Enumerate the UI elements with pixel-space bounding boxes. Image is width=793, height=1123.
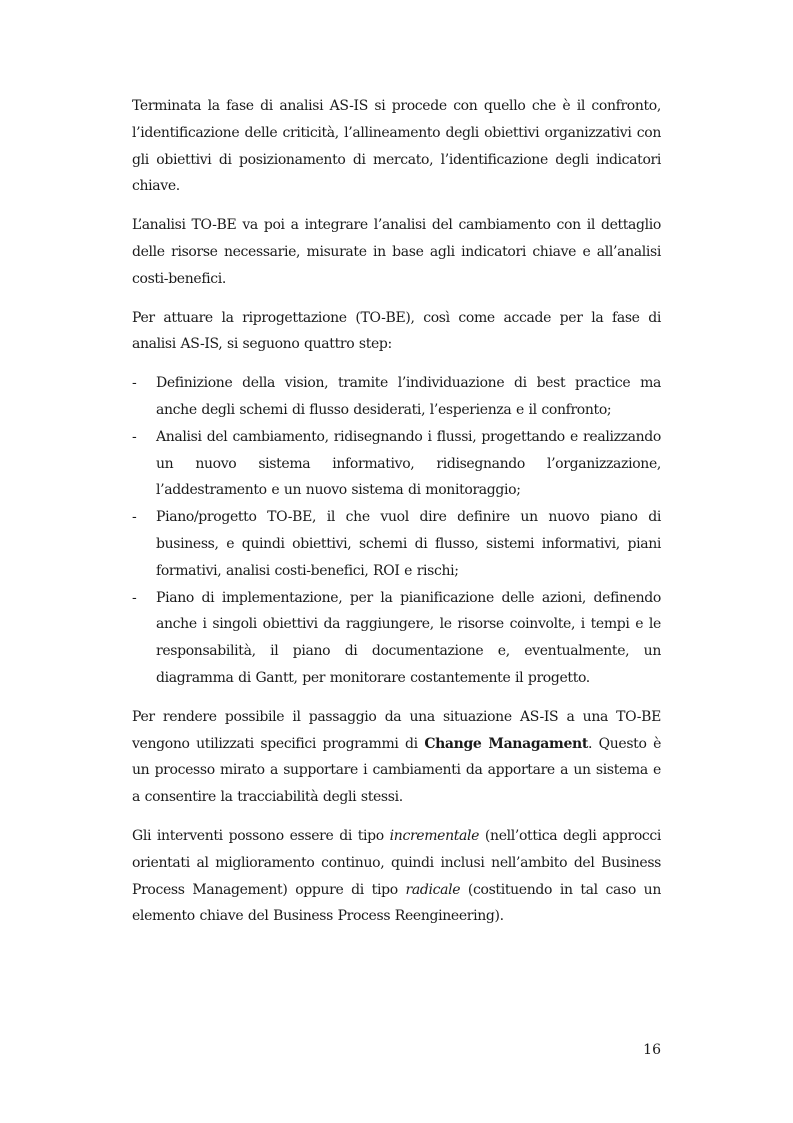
list-item-text: Piano/progetto TO-BE, il che vuol dire definire un nuovo piano di business, e quindi obiettivi, schemi di flusso, sistemi informativi, piani formativi, analisi costi-benefici, ROI e rischi; [156, 509, 661, 579]
list-bullet: - [132, 375, 137, 392]
interventi-text-2: (nell’ottica degli approcci orientati al miglioramento continuo, quindi inclusi nell’ambito del Business Process Management) oppure di tipo [132, 827, 662, 898]
paragraph-change-management [132, 704, 661, 811]
list-item [132, 370, 661, 424]
list-item-text: Piano di implementazione, per la pianificazione delle azioni, definendo anche i singoli obiettivi da raggiungere, le risorse coinvolte, i tempi e le responsabilità, il piano di documentazione e, eventualmente, un diagramma di Gantt, per monitorare costantemente il progetto. [156, 589, 661, 686]
interventi-text-3: (costituendo in tal caso un elemento chiave del Business Process Reengineering). [132, 881, 661, 925]
paragraph-intervention-types [132, 823, 661, 930]
paragraph-redesign-steps-intro: Per attuare la riprogettazione (TO-BE), così come accade per la fase di analisi AS-IS, si seguono quattro step: [132, 309, 661, 353]
paragraph-as-is-analysis: Terminata la fase di analisi AS-IS si procede con quello che è il confronto, l’identificazione delle criticità, l’allineamento degli obiettivi organizzativi con gli obiettivi di posizionamento di mercato, l’identificazione degli indicatori chiave. [132, 98, 661, 195]
paragraph-to-be-analysis: L’analisi TO-BE va poi a integrare l’analisi del cambiamento con il dettaglio delle risorse necessarie, misurate in base agli indicatori chiave e all’analisi costi-benefici. [132, 217, 661, 287]
list-item-text: Analisi del cambiamento, ridisegnando i flussi, progettando e realizzando un nuovo sistema informativo, ridisegnando l’organizzazione, l’addestramento e un nuovo sistema di monitoraggio; [156, 428, 661, 499]
document-body [132, 93, 661, 942]
page-number: 16 [643, 1042, 661, 1058]
list-item-text: Definizione della vision, tramite l’individuazione di best practice ma anche degli schemi di flusso desiderati, l’esperienza e il confronto; [156, 375, 661, 418]
interventi-text-1: Gli interventi possono essere di tipo [132, 827, 390, 844]
list-bullet: - [132, 428, 137, 445]
list-item [132, 504, 661, 584]
list-bullet: - [132, 589, 137, 606]
change-text-after: . Questo è un processo mirato a supportare i cambiamenti da apportare a un sistema e a consentire la tracciabilità degli stessi. [132, 735, 661, 806]
incremental-term: incrementale [389, 827, 480, 844]
redesign-steps-list [132, 370, 661, 692]
change-text-before: Per rendere possibile il passaggio da una situazione AS-IS a una TO-BE vengono utilizzati specifici programmi di [132, 708, 661, 752]
change-management-term: Change Managament [424, 735, 588, 752]
list-bullet: - [132, 509, 137, 526]
radical-term: radicale [405, 881, 461, 898]
list-item [132, 585, 661, 692]
list-item [132, 424, 661, 504]
